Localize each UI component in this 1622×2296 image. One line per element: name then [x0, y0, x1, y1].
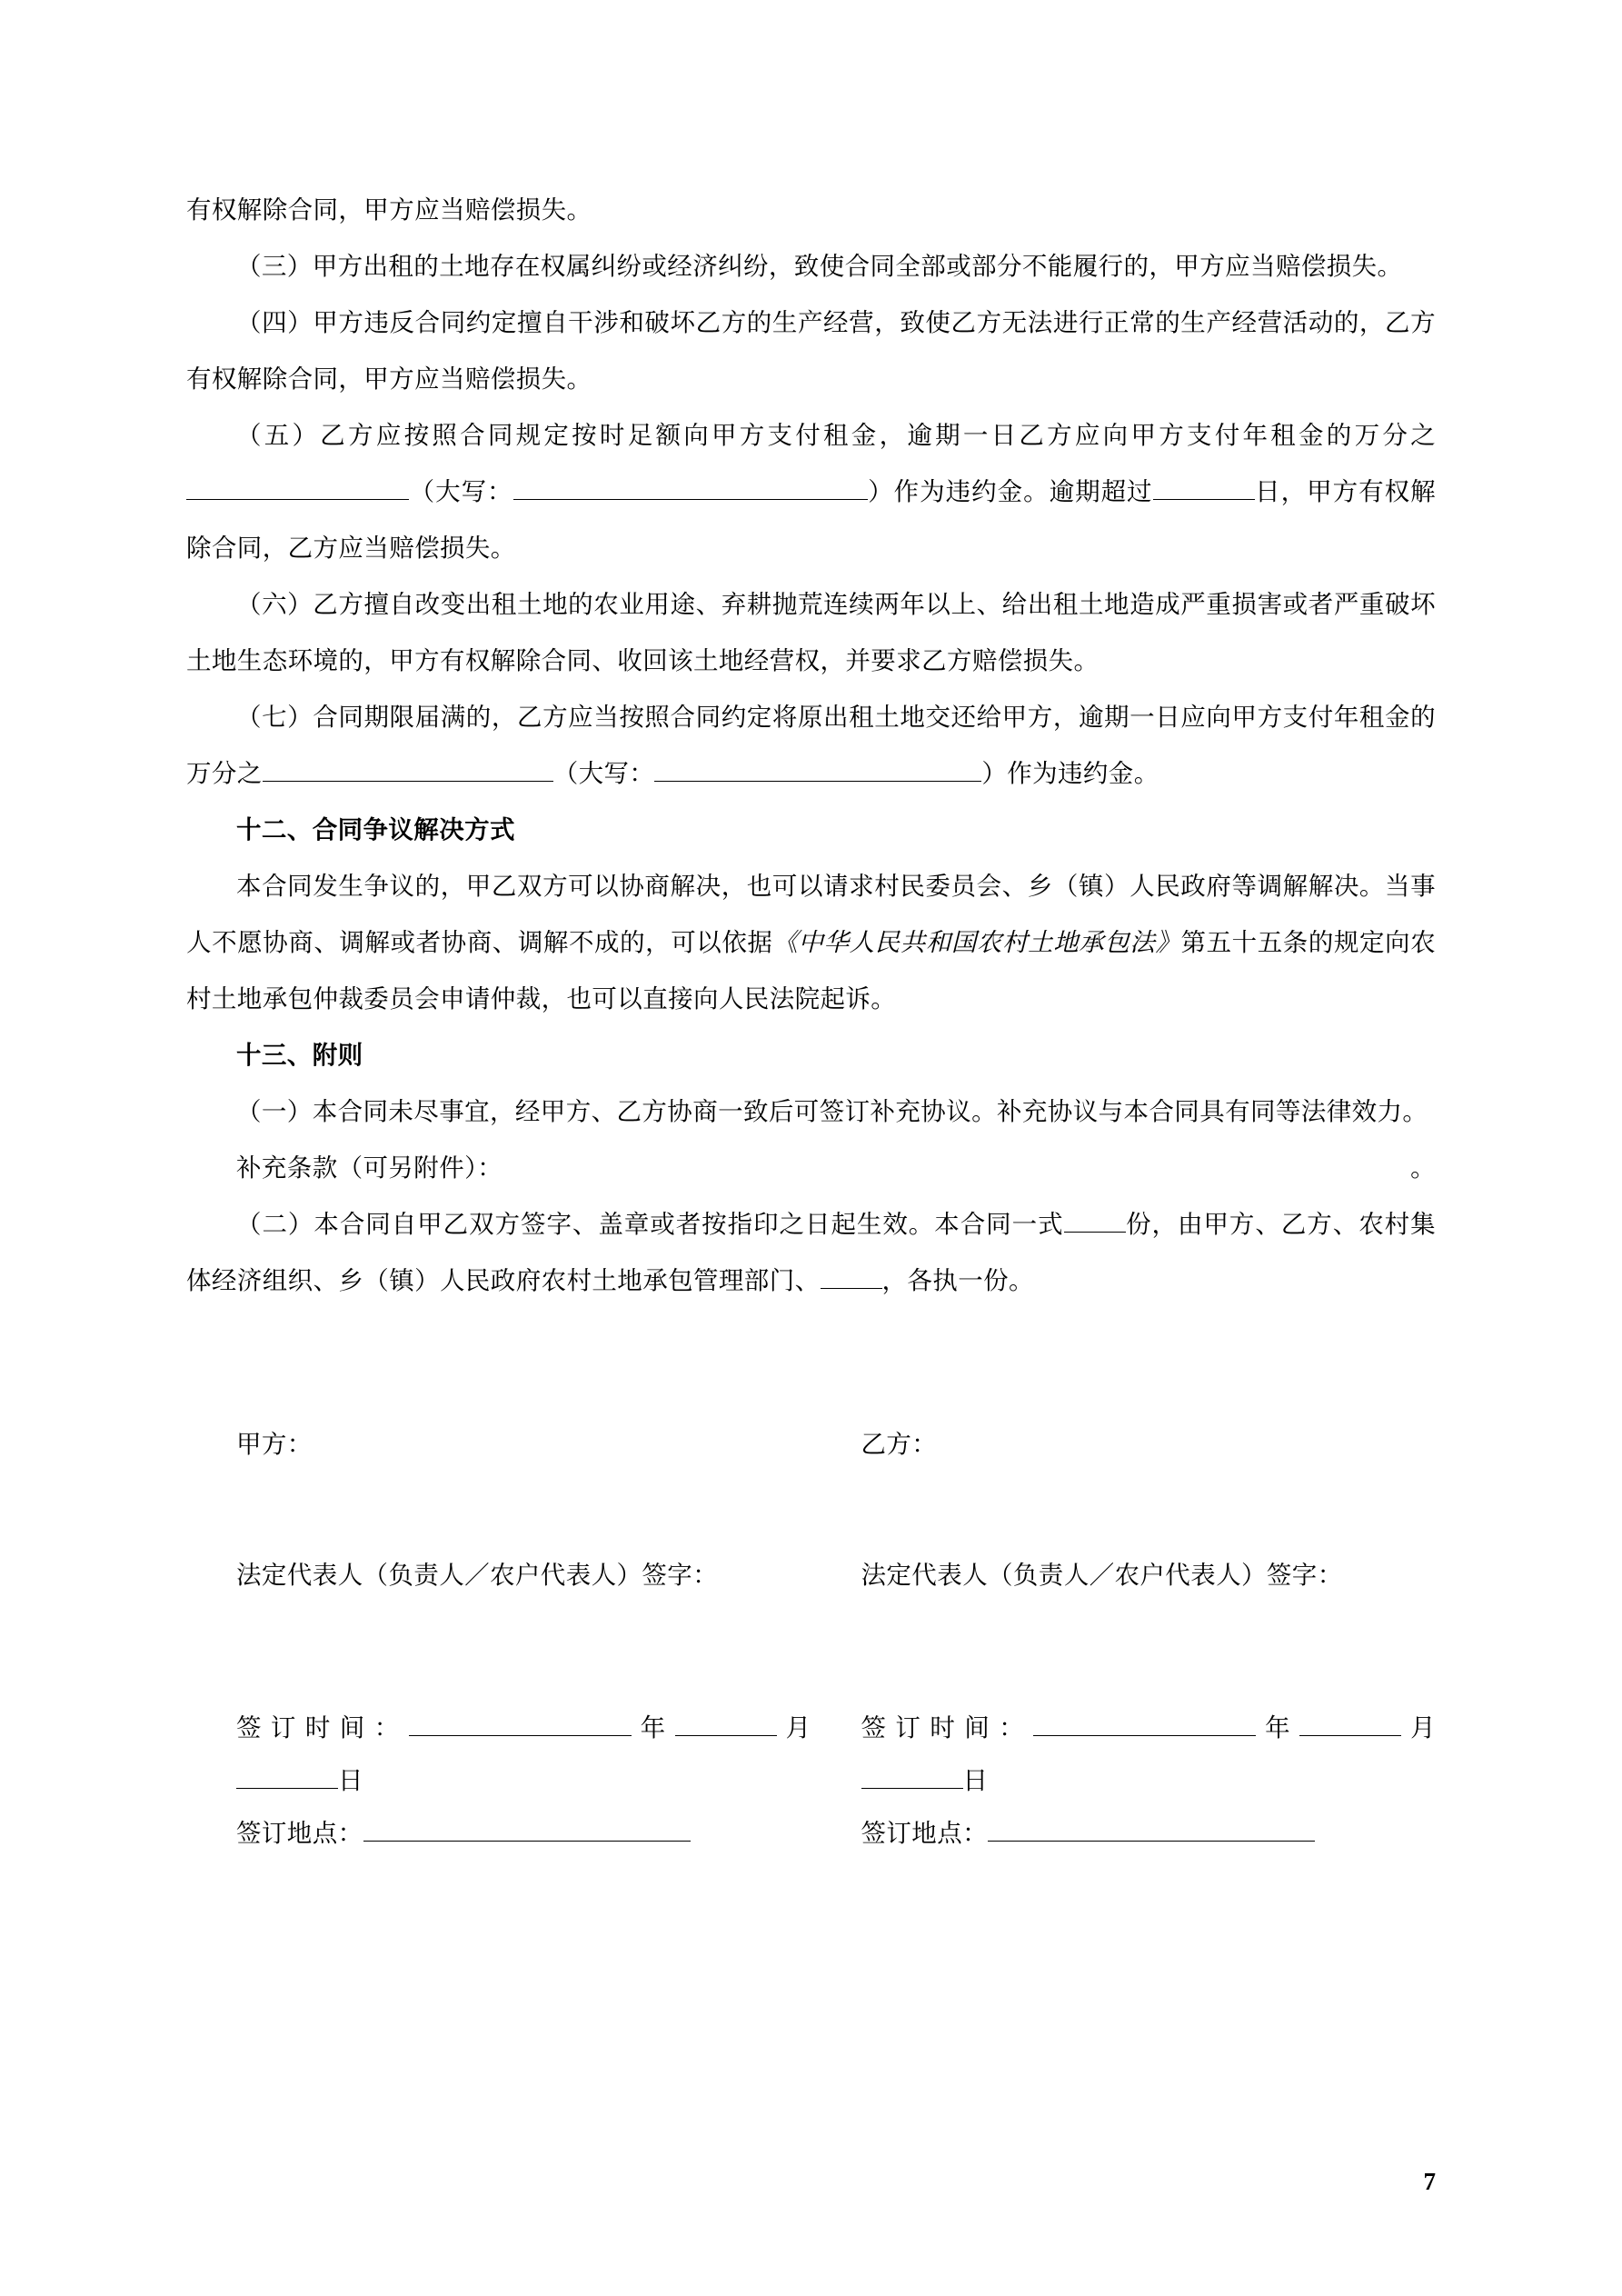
party-a-label-cell	[186, 1416, 811, 1472]
clause-five-text-4: 日，甲方有权解除合同，乙方应当赔偿损失。	[186, 477, 1436, 563]
clause-seven-text-2: （大写：	[552, 759, 655, 788]
representative-row	[186, 1547, 1436, 1603]
sign-date-a-day-blank[interactable]	[236, 1788, 338, 1789]
clause-seven-blank-rate[interactable]	[263, 781, 553, 782]
clause-six: （六）乙方擅自改变出租土地的农业用途、弃耕抛荒连续两年以上、给出租土地造成严重损害或者严重破坏土地生态环境的，甲方有权解除合同、收回该土地经营权，并要求乙方赔偿损失。	[186, 590, 1436, 675]
sign-date-b-day-blank[interactable]	[861, 1788, 963, 1789]
sign-date-b-label: 签订时间：	[861, 1713, 1034, 1742]
paragraph-continuation: 有权解除合同，甲方应当赔偿损失。	[186, 195, 592, 225]
sign-date-a-year: 年	[631, 1713, 675, 1742]
item-two-text-1: （二）本合同自甲乙双方签字、盖章或者按指印之日起生效。本合同一式	[236, 1210, 1064, 1239]
sign-place-b-cell	[811, 1807, 1437, 1860]
page-number: 7	[1423, 2168, 1436, 2195]
clause-three: （三）甲方出租的土地存在权属纠纷或经济纠纷，致使合同全部或部分不能履行的，甲方应当赔偿损失。	[236, 252, 1403, 281]
rep-b-cell	[811, 1547, 1437, 1603]
clause-five-blank-rate-words[interactable]	[513, 499, 868, 500]
sign-place-a-blank[interactable]	[363, 1841, 691, 1842]
clause-seven-text-1: （七）合同期限届满的，乙方应当按照合同约定将原出租土地交还给甲方，逾期一日应向甲方支付年租金的万分之	[186, 703, 1436, 788]
law-reference: 《中华人民共和国农村土地承包法》	[772, 928, 1181, 957]
section-twelve-text-1: 本合同发生争议的，甲乙双方可以协商解决，也可以请求村民委员会、乡（镇）人民政府等调解解决。当事人不愿协商、调解或者协商、调解不成的，可以依据	[186, 872, 1436, 957]
clause-five-text-3: ）作为违约金。逾期超过	[867, 477, 1153, 506]
clause-five-blank-days[interactable]	[1153, 499, 1255, 500]
signature-block	[186, 1416, 1436, 1860]
sign-date-a-year-blank[interactable]	[409, 1735, 632, 1736]
sign-date-a-month: 月	[776, 1713, 811, 1742]
sign-place-b-blank[interactable]	[988, 1841, 1315, 1842]
rep-a-cell	[186, 1547, 811, 1603]
sign-date-b-year: 年	[1256, 1713, 1300, 1742]
section-twelve-body	[186, 858, 1436, 1027]
sign-place-row	[186, 1807, 1436, 1860]
clause-five-blank-rate[interactable]	[186, 499, 409, 500]
clause-seven-blank-rate-words[interactable]	[654, 781, 981, 782]
party-b-label-cell	[811, 1416, 1437, 1472]
supplement-clause-row	[186, 1140, 1436, 1196]
sign-place-b-label: 签订地点：	[861, 1819, 988, 1848]
supplement-clause-period: 。	[1410, 1153, 1436, 1183]
sign-date-b-day: 日	[962, 1766, 989, 1795]
sign-date-a-month-blank[interactable]	[675, 1735, 777, 1736]
sign-date-b-cell	[811, 1702, 1437, 1807]
supplement-clause-label: 补充条款（可另附件）：	[236, 1153, 503, 1183]
section-twelve-title: 十二、合同争议解决方式	[236, 815, 515, 844]
section-twelve-text-2: 第五十五条的规定向农村土地承包仲裁委员会申请仲裁，也可以直接向人民法院起诉。	[186, 928, 1436, 1013]
item-two-blank-copies[interactable]	[1064, 1232, 1126, 1233]
party-a-label: 甲方：	[236, 1430, 313, 1459]
item-two-blank-other[interactable]	[821, 1288, 882, 1289]
sign-place-a-cell	[186, 1807, 811, 1860]
section-thirteen-item-two	[186, 1196, 1436, 1309]
item-two-text-3: ，各执一份。	[881, 1266, 1034, 1295]
section-thirteen-title: 十三、附则	[236, 1041, 363, 1070]
sign-date-a-day: 日	[338, 1766, 363, 1795]
party-label-row	[186, 1416, 1436, 1472]
sign-date-b-year-blank[interactable]	[1033, 1735, 1256, 1736]
signature-spacer-1	[186, 1472, 1436, 1547]
sign-date-row	[186, 1702, 1436, 1807]
clause-five	[186, 407, 1436, 576]
clause-four: （四）甲方违反合同约定擅自干涉和破坏乙方的生产经营，致使乙方无法进行正常的生产经营活动的，乙方有权解除合同，甲方应当赔偿损失。	[186, 308, 1436, 394]
clause-five-text-2: （大写：	[409, 477, 513, 506]
signature-spacer-2	[186, 1603, 1436, 1702]
clause-five-text-1: （五）乙方应按照合同规定按时足额向甲方支付租金，逾期一日乙方应向甲方支付年租金的万分之	[236, 421, 1436, 450]
sign-date-b-month: 月	[1401, 1713, 1437, 1742]
sign-date-b-month-blank[interactable]	[1299, 1735, 1401, 1736]
clause-seven-text-3: ）作为违约金。	[981, 759, 1159, 788]
rep-a-label: 法定代表人（负责人／农户代表人）签字：	[236, 1561, 719, 1590]
clause-seven	[186, 689, 1436, 802]
party-b-label: 乙方：	[861, 1430, 938, 1459]
sign-place-a-label: 签订地点：	[236, 1819, 363, 1848]
sign-date-a-label: 签订时间：	[236, 1713, 409, 1742]
document-body	[186, 182, 1436, 1860]
rep-b-label: 法定代表人（负责人／农户代表人）签字：	[861, 1561, 1343, 1590]
item-two-text-2: 份，由甲方、乙方、农村集体经济组织、乡（镇）人民政府农村土地承包管理部门、	[186, 1210, 1436, 1295]
section-thirteen-item-one: （一）本合同未尽事宜，经甲方、乙方协商一致后可签订补充协议。补充协议与本合同具有同等法律效力。	[236, 1097, 1428, 1126]
sign-date-a-cell	[186, 1702, 811, 1807]
